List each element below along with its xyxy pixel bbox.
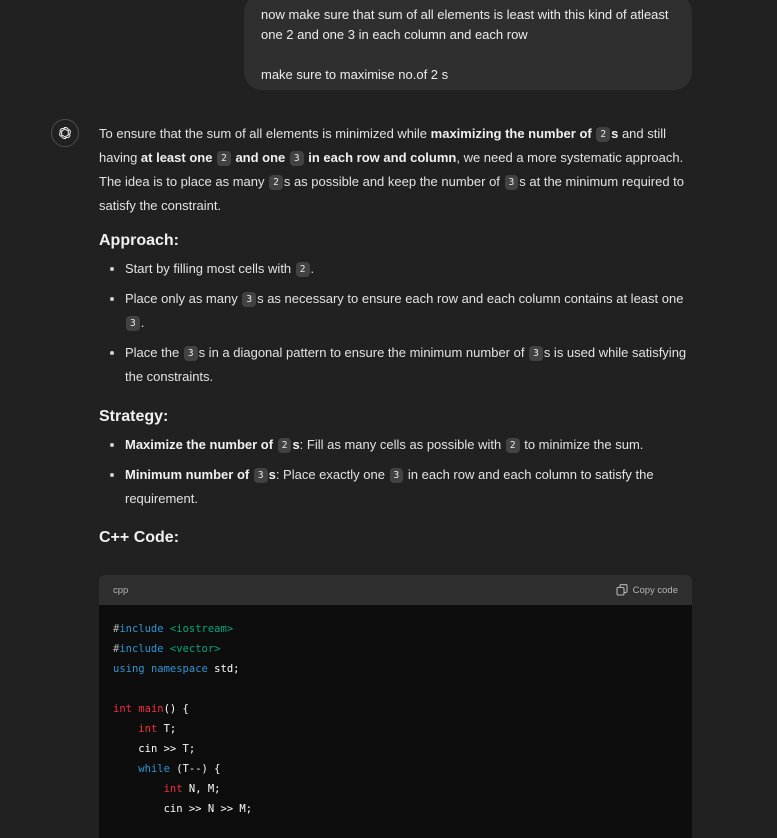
inline-code: 2: [269, 175, 283, 190]
code-token: (T--) {: [176, 763, 221, 775]
item-text: to minimize the sum.: [520, 437, 644, 452]
item-text: s as necessary to ensure each row and each column contains at least one: [257, 291, 684, 306]
item-text: .: [140, 315, 145, 330]
code-token: while: [138, 763, 170, 775]
inline-code: 3: [126, 316, 140, 331]
item-bold: s: [292, 437, 300, 452]
strategy-list: [99, 433, 699, 511]
code-language-label: cpp: [113, 584, 129, 596]
copy-code-button[interactable]: [616, 584, 678, 596]
code-token: int: [163, 783, 183, 795]
code-token: using: [113, 663, 145, 675]
user-message-line-2: make sure to maximise no.of 2 s: [261, 67, 449, 82]
code-token: int: [138, 723, 158, 735]
inline-code: 3: [505, 175, 519, 190]
intro-bold: s: [611, 126, 619, 141]
item-bold: Maximize the number of: [125, 437, 274, 452]
list-item: [125, 287, 699, 335]
list-item: [125, 463, 699, 511]
intro-text: s at the minimum required to satisfy the constraint.: [99, 174, 684, 213]
intro-bold: and one: [235, 150, 286, 165]
item-text: : Place exactly one: [275, 467, 389, 482]
item-text: Place the: [125, 345, 183, 360]
code-token: N, M;: [188, 783, 221, 795]
copy-code-label: Copy code: [632, 584, 678, 596]
user-message-bubble: [244, 0, 692, 90]
item-text: : Fill as many cells as possible with: [299, 437, 505, 452]
list-item: [125, 341, 699, 389]
code-token: include: [119, 623, 164, 635]
inline-code: 3: [290, 151, 304, 166]
inline-code: 2: [217, 151, 231, 166]
inline-code: 2: [596, 127, 610, 142]
code-token: T;: [163, 723, 177, 735]
code-token: () {: [163, 703, 189, 715]
intro-text: To ensure that the sum of all elements is minimized while: [99, 126, 431, 141]
item-text: .: [310, 261, 315, 276]
code-block: [99, 575, 692, 838]
code-token: namespace: [150, 663, 208, 675]
code-content: [99, 605, 692, 833]
assistant-avatar: [51, 119, 79, 147]
intro-paragraph: [99, 122, 699, 218]
inline-code: 3: [184, 346, 198, 361]
item-text: in each row and each column to satisfy the requirement.: [125, 467, 654, 506]
code-heading: C++ Code:: [99, 529, 180, 546]
inline-code: 2: [506, 438, 520, 453]
intro-text: s as possible and keep the number of: [283, 174, 504, 189]
inline-code: 3: [254, 468, 268, 483]
intro-text: , we need a more systematic approach. The idea is to place as many: [99, 150, 684, 189]
intro-bold: in each row and column: [308, 150, 457, 165]
strategy-heading: Strategy:: [99, 408, 169, 425]
item-bold: Minimum number of: [125, 467, 250, 482]
code-token: <vector>: [169, 643, 221, 655]
code-token: cin >> T;: [138, 743, 196, 755]
code-token: <iostream>: [169, 623, 234, 635]
list-item: [125, 433, 699, 457]
code-token: #: [113, 643, 120, 655]
item-text: s in a diagonal pattern to ensure the minimum number of: [198, 345, 529, 360]
approach-heading: Approach:: [99, 232, 179, 249]
copy-icon: [616, 584, 628, 596]
list-item: [125, 257, 699, 281]
intro-text: and still having: [99, 126, 667, 165]
intro-bold: maximizing the number of: [430, 126, 592, 141]
code-token: main: [138, 703, 164, 715]
inline-code: 3: [242, 292, 256, 307]
code-token: std;: [214, 663, 240, 675]
user-message-line-1: now make sure that sum of all elements is least with this kind of atleast one 2 and one 3 in each column and each row: [261, 7, 669, 42]
item-text: s is used while satisfying the constraints.: [125, 345, 687, 384]
assistant-message: [99, 122, 699, 550]
inline-code: 3: [529, 346, 543, 361]
code-token: #: [113, 623, 120, 635]
inline-code: 2: [278, 438, 292, 453]
inline-code: 2: [296, 262, 310, 277]
item-text: Place only as many: [125, 291, 242, 306]
approach-list: [99, 257, 699, 389]
code-header: [99, 575, 692, 605]
inline-code: 3: [390, 468, 404, 483]
openai-logo-icon: [57, 125, 73, 141]
code-token: int: [113, 703, 132, 715]
item-bold: s: [268, 467, 276, 482]
code-token: include: [119, 643, 164, 655]
code-token: cin >> N >> M;: [163, 803, 253, 815]
intro-bold: at least one: [140, 150, 213, 165]
item-text: Start by filling most cells with: [125, 261, 295, 276]
